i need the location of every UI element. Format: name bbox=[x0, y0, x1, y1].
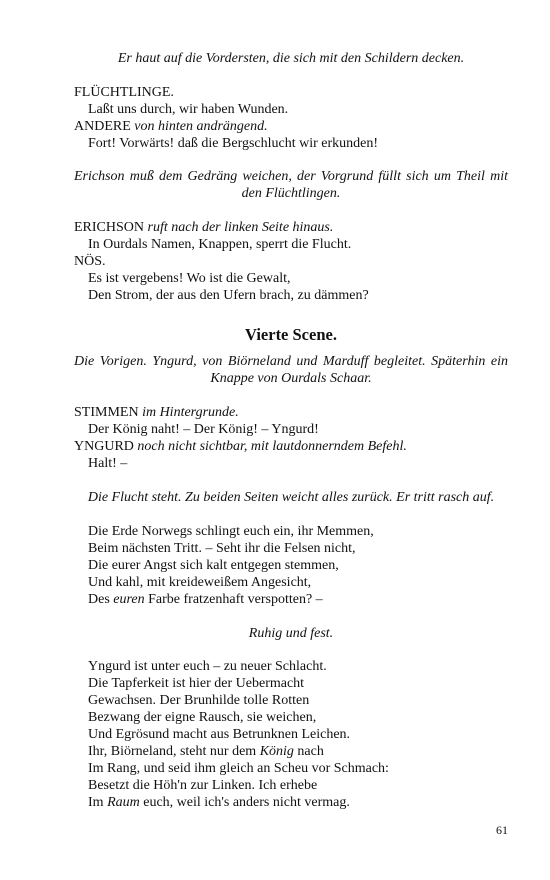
speaker-line bbox=[74, 438, 407, 455]
stage-direction-inline: ruft nach der linken Seite hinaus. bbox=[147, 220, 334, 235]
speaker-name: YNGURD bbox=[74, 439, 138, 454]
emphasis-text: König bbox=[259, 744, 294, 759]
verse-line: In Ourdals Namen, Knappen, sperrt die Flucht. bbox=[88, 237, 352, 252]
stage-direction: Ruhig und fest. bbox=[248, 626, 334, 641]
verse-line: Halt! – bbox=[88, 456, 128, 471]
stage-direction-inline: von hinten andrängend. bbox=[134, 119, 268, 134]
verse-text: Des bbox=[88, 592, 114, 607]
verse-line: Im Rang, und seid ihm gleich an Scheu vor Schmach: bbox=[88, 761, 389, 776]
speaker-name: NÖS. bbox=[74, 254, 106, 269]
verse-line bbox=[88, 591, 323, 608]
verse-line: Der König naht! – Der König! – Yngurd! bbox=[88, 422, 319, 437]
stage-direction: Er haut auf die Vordersten, die sich mit den Schildern decken. bbox=[117, 51, 465, 66]
stage-direction-inline: noch nicht sichtbar, mit lautdonnerndem Befehl. bbox=[137, 439, 407, 454]
verse-line: Die eurer Angst sich kalt entgegen stemmen, bbox=[88, 558, 339, 573]
emphasis-text: euren bbox=[113, 592, 145, 607]
verse-line: Besetzt die Höh'n zur Linken. Ich erhebe bbox=[88, 778, 318, 793]
emphasis-text: Raum bbox=[107, 795, 140, 810]
speaker-name: STIMMEN bbox=[74, 405, 143, 420]
verse-text: Farbe fratzenhaft verspotten? – bbox=[144, 592, 323, 607]
stage-direction: Die Flucht steht. Zu beiden Seiten weicht alles zurück. Er tritt rasch auf. bbox=[87, 490, 495, 505]
page-number: 61 bbox=[496, 823, 508, 837]
verse-line: Und Egrösund macht aus Betrunknen Leichen. bbox=[88, 727, 351, 742]
verse-line bbox=[88, 794, 350, 811]
verse-line: Und kahl, mit kreideweißem Angesicht, bbox=[88, 575, 312, 590]
verse-line: Fort! Vorwärts! daß die Bergschlucht wir erkunden! bbox=[88, 136, 379, 151]
speaker-line bbox=[74, 219, 333, 236]
speaker-line bbox=[74, 118, 268, 135]
verse-line: Laßt uns durch, wir haben Wunden. bbox=[88, 102, 289, 117]
speaker-name: ERICHSON bbox=[74, 220, 148, 235]
stage-direction: Erichson muß dem Gedräng weichen, der Vorgrund füllt sich um Theil mit den Flüchtlingen. bbox=[74, 169, 508, 201]
verse-line: Die Tapferkeit ist hier der Uebermacht bbox=[88, 676, 305, 691]
verse-text: Ihr, Biörneland, steht nur dem bbox=[88, 744, 260, 759]
scene-heading: Vierte Scene. bbox=[245, 325, 337, 344]
speaker-line bbox=[74, 404, 239, 421]
verse-line: Den Strom, der aus den Ufern brach, zu dämmen? bbox=[88, 288, 369, 303]
verse-line: Gewachsen. Der Brunhilde tolle Rotten bbox=[88, 693, 310, 708]
verse-line: Bezwang der eigne Rausch, sie weichen, bbox=[88, 710, 317, 725]
verse-line: Beim nächsten Tritt. – Seht ihr die Felsen nicht, bbox=[88, 541, 356, 556]
verse-line: Yngurd ist unter euch – zu neuer Schlacht. bbox=[88, 659, 327, 674]
verse-text: euch, weil ich's anders nicht vermag. bbox=[139, 795, 350, 810]
stage-direction: Die Vorigen. Yngurd, von Biörneland und Marduff begleitet. Späterhin ein Knappe von Ourdals Schaar. bbox=[74, 354, 508, 386]
stage-direction-inline: im Hintergrunde. bbox=[142, 405, 239, 420]
verse-line: Die Erde Norwegs schlingt euch ein, ihr Memmen, bbox=[88, 524, 374, 539]
speaker-name: FLÜCHTLINGE. bbox=[74, 85, 174, 100]
verse-line: Es ist vergebens! Wo ist die Gewalt, bbox=[88, 271, 291, 286]
verse-line bbox=[88, 743, 324, 760]
verse-text: Im bbox=[88, 795, 108, 810]
verse-text: nach bbox=[293, 744, 324, 759]
speaker-name: ANDERE bbox=[74, 119, 135, 134]
